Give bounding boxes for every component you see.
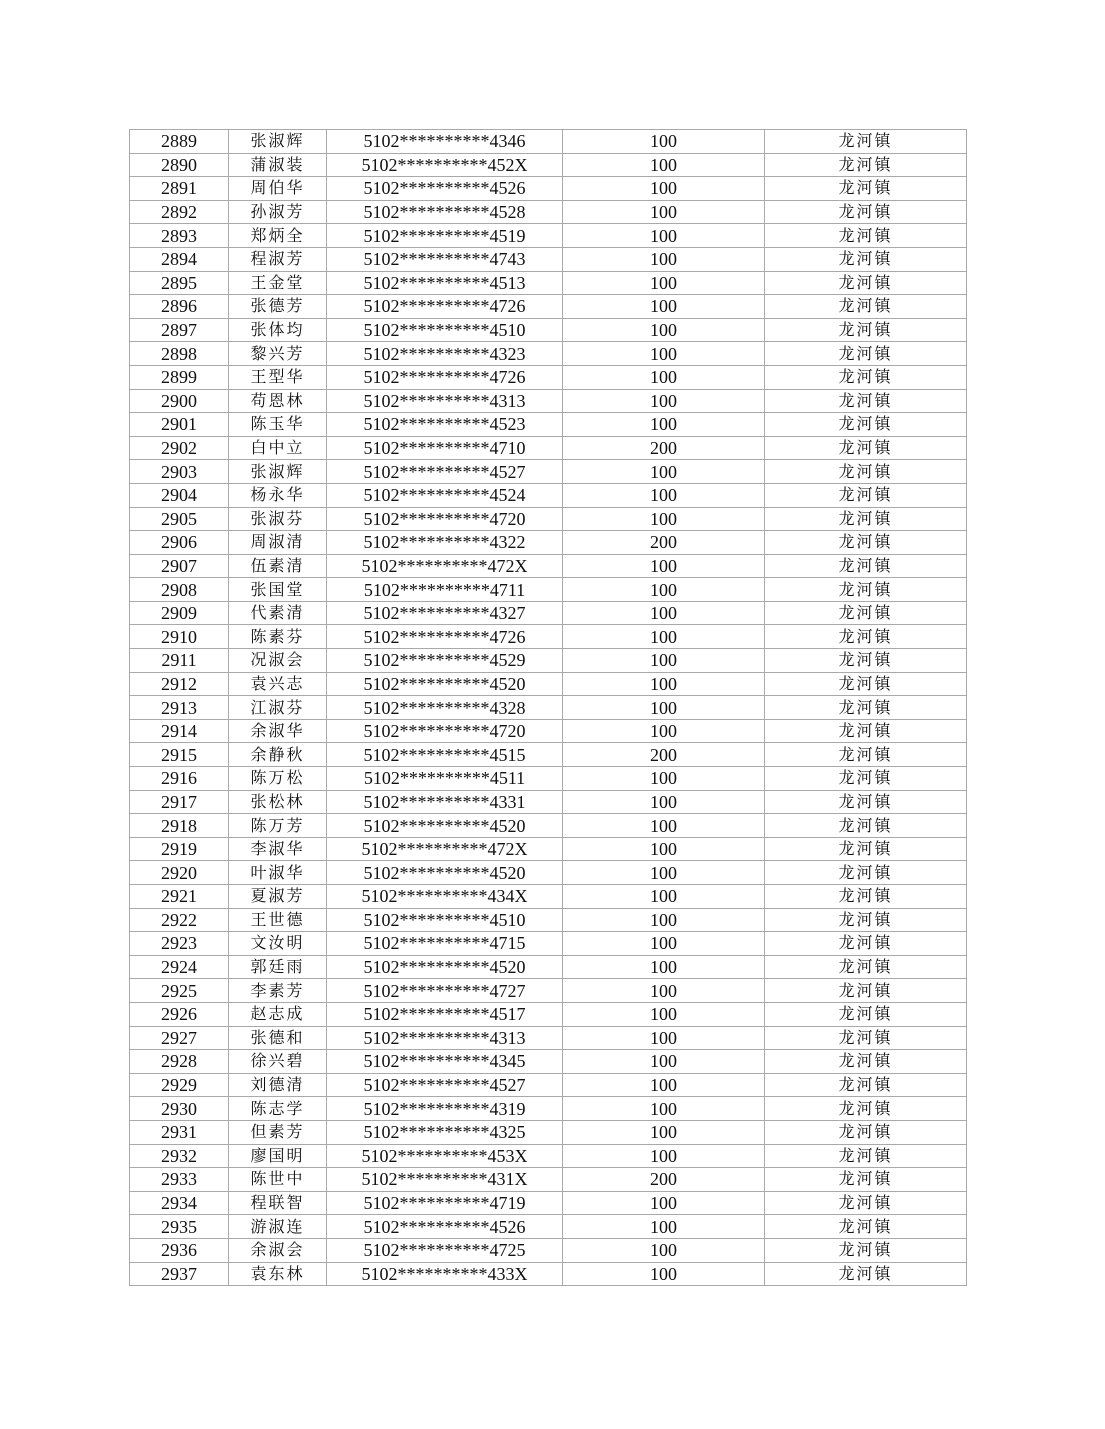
cell-row-number: 2912 — [130, 672, 229, 696]
cell-amount: 100 — [563, 1191, 765, 1215]
cell-row-number: 2908 — [130, 578, 229, 602]
cell-row-number: 2916 — [130, 767, 229, 791]
cell-id-number: 5102**********4313 — [327, 1026, 563, 1050]
cell-name: 陈素芬 — [229, 625, 327, 649]
cell-name: 程联智 — [229, 1191, 327, 1215]
table-row — [130, 1168, 967, 1192]
cell-name: 陈志学 — [229, 1097, 327, 1121]
cell-id-number: 5102**********4313 — [327, 389, 563, 413]
cell-name: 余淑会 — [229, 1238, 327, 1262]
cell-name: 陈玉华 — [229, 413, 327, 437]
cell-town: 龙河镇 — [765, 1002, 967, 1026]
table-row — [130, 531, 967, 555]
cell-row-number: 2920 — [130, 861, 229, 885]
cell-name: 张淑辉 — [229, 130, 327, 154]
cell-row-number: 2922 — [130, 908, 229, 932]
table-row — [130, 696, 967, 720]
cell-amount: 100 — [563, 1238, 765, 1262]
cell-name: 文汝明 — [229, 932, 327, 956]
cell-row-number: 2900 — [130, 389, 229, 413]
cell-id-number: 5102**********453X — [327, 1144, 563, 1168]
cell-name: 袁兴志 — [229, 672, 327, 696]
table-row — [130, 1262, 967, 1286]
cell-amount: 100 — [563, 1144, 765, 1168]
table-row — [130, 1144, 967, 1168]
cell-amount: 100 — [563, 318, 765, 342]
table-row — [130, 601, 967, 625]
table-row — [130, 483, 967, 507]
table-row — [130, 1238, 967, 1262]
cell-id-number: 5102**********4520 — [327, 814, 563, 838]
table-row — [130, 743, 967, 767]
cell-amount: 100 — [563, 837, 765, 861]
cell-amount: 100 — [563, 1026, 765, 1050]
table-body — [130, 130, 967, 1286]
cell-town: 龙河镇 — [765, 130, 967, 154]
cell-row-number: 2904 — [130, 483, 229, 507]
cell-name: 张淑辉 — [229, 460, 327, 484]
cell-amount: 100 — [563, 908, 765, 932]
cell-id-number: 5102**********4319 — [327, 1097, 563, 1121]
cell-town: 龙河镇 — [765, 342, 967, 366]
cell-row-number: 2913 — [130, 696, 229, 720]
cell-amount: 100 — [563, 271, 765, 295]
cell-row-number: 2927 — [130, 1026, 229, 1050]
cell-id-number: 5102**********4345 — [327, 1050, 563, 1074]
cell-row-number: 2932 — [130, 1144, 229, 1168]
cell-id-number: 5102**********472X — [327, 554, 563, 578]
cell-id-number: 5102**********4526 — [327, 177, 563, 201]
cell-town: 龙河镇 — [765, 247, 967, 271]
cell-amount: 100 — [563, 342, 765, 366]
cell-name: 王世德 — [229, 908, 327, 932]
cell-id-number: 5102**********4510 — [327, 908, 563, 932]
table-row — [130, 932, 967, 956]
table-row — [130, 342, 967, 366]
cell-id-number: 5102**********4727 — [327, 979, 563, 1003]
cell-amount: 200 — [563, 531, 765, 555]
cell-town: 龙河镇 — [765, 696, 967, 720]
cell-amount: 100 — [563, 578, 765, 602]
cell-id-number: 5102**********4528 — [327, 200, 563, 224]
cell-amount: 100 — [563, 625, 765, 649]
cell-id-number: 5102**********4711 — [327, 578, 563, 602]
cell-row-number: 2933 — [130, 1168, 229, 1192]
cell-row-number: 2894 — [130, 247, 229, 271]
cell-amount: 100 — [563, 1215, 765, 1239]
cell-amount: 100 — [563, 177, 765, 201]
cell-row-number: 2899 — [130, 365, 229, 389]
cell-id-number: 5102**********4720 — [327, 507, 563, 531]
cell-name: 白中立 — [229, 436, 327, 460]
cell-amount: 100 — [563, 224, 765, 248]
cell-amount: 100 — [563, 767, 765, 791]
cell-id-number: 5102**********4510 — [327, 318, 563, 342]
table-row — [130, 389, 967, 413]
cell-amount: 100 — [563, 507, 765, 531]
cell-town: 龙河镇 — [765, 507, 967, 531]
cell-name: 孙淑芳 — [229, 200, 327, 224]
table-row — [130, 554, 967, 578]
cell-amount: 100 — [563, 932, 765, 956]
cell-id-number: 5102**********4523 — [327, 413, 563, 437]
cell-row-number: 2895 — [130, 271, 229, 295]
cell-id-number: 5102**********4322 — [327, 531, 563, 555]
cell-name: 王型华 — [229, 365, 327, 389]
cell-town: 龙河镇 — [765, 531, 967, 555]
cell-town: 龙河镇 — [765, 554, 967, 578]
cell-id-number: 5102**********4524 — [327, 483, 563, 507]
cell-row-number: 2918 — [130, 814, 229, 838]
table-row — [130, 719, 967, 743]
cell-town: 龙河镇 — [765, 1144, 967, 1168]
table-row — [130, 979, 967, 1003]
cell-id-number: 5102**********4520 — [327, 861, 563, 885]
cell-name: 袁东林 — [229, 1262, 327, 1286]
cell-row-number: 2903 — [130, 460, 229, 484]
cell-amount: 100 — [563, 790, 765, 814]
cell-row-number: 2935 — [130, 1215, 229, 1239]
cell-id-number: 5102**********4527 — [327, 460, 563, 484]
cell-id-number: 5102**********4331 — [327, 790, 563, 814]
table-row — [130, 130, 967, 154]
table-row — [130, 200, 967, 224]
cell-town: 龙河镇 — [765, 1120, 967, 1144]
table-row — [130, 672, 967, 696]
cell-name: 张淑芬 — [229, 507, 327, 531]
cell-id-number: 5102**********4725 — [327, 1238, 563, 1262]
cell-id-number: 5102**********4327 — [327, 601, 563, 625]
table-row — [130, 247, 967, 271]
cell-id-number: 5102**********4511 — [327, 767, 563, 791]
cell-town: 龙河镇 — [765, 436, 967, 460]
cell-row-number: 2936 — [130, 1238, 229, 1262]
cell-town: 龙河镇 — [765, 979, 967, 1003]
cell-name: 夏淑芳 — [229, 885, 327, 909]
cell-name: 张松林 — [229, 790, 327, 814]
table-row — [130, 1002, 967, 1026]
cell-town: 龙河镇 — [765, 153, 967, 177]
cell-amount: 100 — [563, 1002, 765, 1026]
cell-row-number: 2892 — [130, 200, 229, 224]
cell-name: 郑炳全 — [229, 224, 327, 248]
cell-name: 周伯华 — [229, 177, 327, 201]
table-row — [130, 295, 967, 319]
table-row — [130, 885, 967, 909]
cell-town: 龙河镇 — [765, 625, 967, 649]
cell-row-number: 2930 — [130, 1097, 229, 1121]
table-row — [130, 1050, 967, 1074]
cell-town: 龙河镇 — [765, 483, 967, 507]
table-row — [130, 153, 967, 177]
cell-amount: 200 — [563, 1168, 765, 1192]
table-row — [130, 1073, 967, 1097]
cell-id-number: 5102**********4520 — [327, 672, 563, 696]
cell-row-number: 2907 — [130, 554, 229, 578]
cell-name: 蒲淑装 — [229, 153, 327, 177]
cell-amount: 100 — [563, 861, 765, 885]
cell-town: 龙河镇 — [765, 200, 967, 224]
cell-row-number: 2915 — [130, 743, 229, 767]
cell-town: 龙河镇 — [765, 861, 967, 885]
cell-town: 龙河镇 — [765, 790, 967, 814]
cell-row-number: 2937 — [130, 1262, 229, 1286]
cell-row-number: 2929 — [130, 1073, 229, 1097]
cell-town: 龙河镇 — [765, 413, 967, 437]
cell-name: 郭廷雨 — [229, 955, 327, 979]
cell-row-number: 2891 — [130, 177, 229, 201]
cell-town: 龙河镇 — [765, 672, 967, 696]
cell-name: 但素芳 — [229, 1120, 327, 1144]
cell-town: 龙河镇 — [765, 1073, 967, 1097]
table-row — [130, 413, 967, 437]
cell-amount: 100 — [563, 649, 765, 673]
cell-row-number: 2925 — [130, 979, 229, 1003]
cell-town: 龙河镇 — [765, 460, 967, 484]
cell-row-number: 2910 — [130, 625, 229, 649]
cell-id-number: 5102**********4715 — [327, 932, 563, 956]
cell-id-number: 5102**********4517 — [327, 1002, 563, 1026]
cell-id-number: 5102**********4325 — [327, 1120, 563, 1144]
table-row — [130, 318, 967, 342]
table-row — [130, 1191, 967, 1215]
cell-name: 徐兴碧 — [229, 1050, 327, 1074]
cell-town: 龙河镇 — [765, 767, 967, 791]
table-row — [130, 271, 967, 295]
cell-row-number: 2893 — [130, 224, 229, 248]
cell-id-number: 5102**********4529 — [327, 649, 563, 673]
cell-row-number: 2919 — [130, 837, 229, 861]
cell-town: 龙河镇 — [765, 885, 967, 909]
cell-name: 杨永华 — [229, 483, 327, 507]
cell-id-number: 5102**********4526 — [327, 1215, 563, 1239]
cell-row-number: 2926 — [130, 1002, 229, 1026]
cell-row-number: 2911 — [130, 649, 229, 673]
cell-name: 张体均 — [229, 318, 327, 342]
cell-amount: 100 — [563, 200, 765, 224]
cell-row-number: 2897 — [130, 318, 229, 342]
table-row — [130, 625, 967, 649]
cell-name: 苟恩林 — [229, 389, 327, 413]
cell-name: 况淑会 — [229, 649, 327, 673]
cell-name: 张国堂 — [229, 578, 327, 602]
cell-amount: 100 — [563, 955, 765, 979]
cell-name: 陈万芳 — [229, 814, 327, 838]
cell-name: 周淑清 — [229, 531, 327, 555]
cell-id-number: 5102**********4519 — [327, 224, 563, 248]
cell-town: 龙河镇 — [765, 365, 967, 389]
cell-town: 龙河镇 — [765, 1097, 967, 1121]
cell-row-number: 2934 — [130, 1191, 229, 1215]
cell-town: 龙河镇 — [765, 932, 967, 956]
cell-row-number: 2906 — [130, 531, 229, 555]
cell-town: 龙河镇 — [765, 177, 967, 201]
cell-town: 龙河镇 — [765, 601, 967, 625]
cell-town: 龙河镇 — [765, 1026, 967, 1050]
table-row — [130, 908, 967, 932]
cell-amount: 100 — [563, 672, 765, 696]
table-row — [130, 837, 967, 861]
cell-town: 龙河镇 — [765, 1215, 967, 1239]
cell-row-number: 2909 — [130, 601, 229, 625]
cell-name: 余静秋 — [229, 743, 327, 767]
cell-amount: 200 — [563, 743, 765, 767]
table-row — [130, 507, 967, 531]
cell-id-number: 5102**********4719 — [327, 1191, 563, 1215]
cell-amount: 100 — [563, 1262, 765, 1286]
table-row — [130, 1097, 967, 1121]
table-row — [130, 1215, 967, 1239]
table-row — [130, 224, 967, 248]
cell-id-number: 5102**********4346 — [327, 130, 563, 154]
cell-name: 张德芳 — [229, 295, 327, 319]
cell-amount: 100 — [563, 1120, 765, 1144]
table-row — [130, 814, 967, 838]
cell-id-number: 5102**********4743 — [327, 247, 563, 271]
cell-amount: 100 — [563, 389, 765, 413]
cell-amount: 100 — [563, 1050, 765, 1074]
cell-town: 龙河镇 — [765, 389, 967, 413]
table-row — [130, 955, 967, 979]
cell-row-number: 2896 — [130, 295, 229, 319]
cell-amount: 100 — [563, 295, 765, 319]
cell-town: 龙河镇 — [765, 837, 967, 861]
cell-id-number: 5102**********4323 — [327, 342, 563, 366]
cell-town: 龙河镇 — [765, 1168, 967, 1192]
cell-amount: 100 — [563, 413, 765, 437]
cell-town: 龙河镇 — [765, 1191, 967, 1215]
cell-town: 龙河镇 — [765, 719, 967, 743]
cell-id-number: 5102**********434X — [327, 885, 563, 909]
table-row — [130, 861, 967, 885]
table-row — [130, 578, 967, 602]
cell-amount: 100 — [563, 885, 765, 909]
cell-name: 王金堂 — [229, 271, 327, 295]
cell-id-number: 5102**********4726 — [327, 625, 563, 649]
cell-amount: 100 — [563, 979, 765, 1003]
table-row — [130, 767, 967, 791]
cell-name: 叶淑华 — [229, 861, 327, 885]
cell-amount: 100 — [563, 1073, 765, 1097]
cell-row-number: 2914 — [130, 719, 229, 743]
cell-id-number: 5102**********4515 — [327, 743, 563, 767]
cell-id-number: 5102**********472X — [327, 837, 563, 861]
cell-row-number: 2917 — [130, 790, 229, 814]
cell-town: 龙河镇 — [765, 224, 967, 248]
cell-name: 伍素清 — [229, 554, 327, 578]
table-row — [130, 1026, 967, 1050]
cell-town: 龙河镇 — [765, 1238, 967, 1262]
cell-id-number: 5102**********4726 — [327, 365, 563, 389]
cell-amount: 100 — [563, 601, 765, 625]
cell-name: 陈万松 — [229, 767, 327, 791]
table-row — [130, 460, 967, 484]
table-row — [130, 365, 967, 389]
cell-row-number: 2905 — [130, 507, 229, 531]
cell-name: 李淑华 — [229, 837, 327, 861]
cell-town: 龙河镇 — [765, 908, 967, 932]
cell-name: 张德和 — [229, 1026, 327, 1050]
cell-id-number: 5102**********4720 — [327, 719, 563, 743]
cell-row-number: 2902 — [130, 436, 229, 460]
table-row — [130, 436, 967, 460]
cell-name: 游淑连 — [229, 1215, 327, 1239]
cell-amount: 100 — [563, 719, 765, 743]
cell-town: 龙河镇 — [765, 1262, 967, 1286]
cell-row-number: 2890 — [130, 153, 229, 177]
cell-town: 龙河镇 — [765, 295, 967, 319]
cell-id-number: 5102**********4513 — [327, 271, 563, 295]
cell-id-number: 5102**********4710 — [327, 436, 563, 460]
table-row — [130, 790, 967, 814]
cell-row-number: 2898 — [130, 342, 229, 366]
cell-row-number: 2923 — [130, 932, 229, 956]
data-table — [129, 129, 967, 1286]
cell-town: 龙河镇 — [765, 318, 967, 342]
cell-row-number: 2931 — [130, 1120, 229, 1144]
cell-id-number: 5102**********433X — [327, 1262, 563, 1286]
cell-town: 龙河镇 — [765, 743, 967, 767]
cell-amount: 100 — [563, 1097, 765, 1121]
cell-amount: 200 — [563, 436, 765, 460]
cell-amount: 100 — [563, 460, 765, 484]
cell-town: 龙河镇 — [765, 578, 967, 602]
cell-id-number: 5102**********4328 — [327, 696, 563, 720]
cell-name: 余淑华 — [229, 719, 327, 743]
cell-town: 龙河镇 — [765, 1050, 967, 1074]
cell-name: 李素芳 — [229, 979, 327, 1003]
cell-id-number: 5102**********452X — [327, 153, 563, 177]
table-row — [130, 649, 967, 673]
cell-amount: 100 — [563, 814, 765, 838]
cell-amount: 100 — [563, 153, 765, 177]
cell-id-number: 5102**********4726 — [327, 295, 563, 319]
cell-amount: 100 — [563, 696, 765, 720]
cell-name: 黎兴芳 — [229, 342, 327, 366]
cell-name: 代素清 — [229, 601, 327, 625]
cell-row-number: 2928 — [130, 1050, 229, 1074]
cell-row-number: 2889 — [130, 130, 229, 154]
cell-id-number: 5102**********4527 — [327, 1073, 563, 1097]
cell-row-number: 2924 — [130, 955, 229, 979]
cell-town: 龙河镇 — [765, 271, 967, 295]
cell-id-number: 5102**********4520 — [327, 955, 563, 979]
table-row — [130, 177, 967, 201]
cell-name: 赵志成 — [229, 1002, 327, 1026]
cell-name: 程淑芳 — [229, 247, 327, 271]
cell-row-number: 2901 — [130, 413, 229, 437]
cell-town: 龙河镇 — [765, 649, 967, 673]
cell-name: 江淑芬 — [229, 696, 327, 720]
cell-amount: 100 — [563, 554, 765, 578]
cell-amount: 100 — [563, 247, 765, 271]
cell-town: 龙河镇 — [765, 955, 967, 979]
cell-town: 龙河镇 — [765, 814, 967, 838]
cell-name: 廖国明 — [229, 1144, 327, 1168]
cell-amount: 100 — [563, 483, 765, 507]
cell-amount: 100 — [563, 130, 765, 154]
cell-name: 刘德清 — [229, 1073, 327, 1097]
table-row — [130, 1120, 967, 1144]
cell-row-number: 2921 — [130, 885, 229, 909]
cell-amount: 100 — [563, 365, 765, 389]
cell-id-number: 5102**********431X — [327, 1168, 563, 1192]
cell-name: 陈世中 — [229, 1168, 327, 1192]
